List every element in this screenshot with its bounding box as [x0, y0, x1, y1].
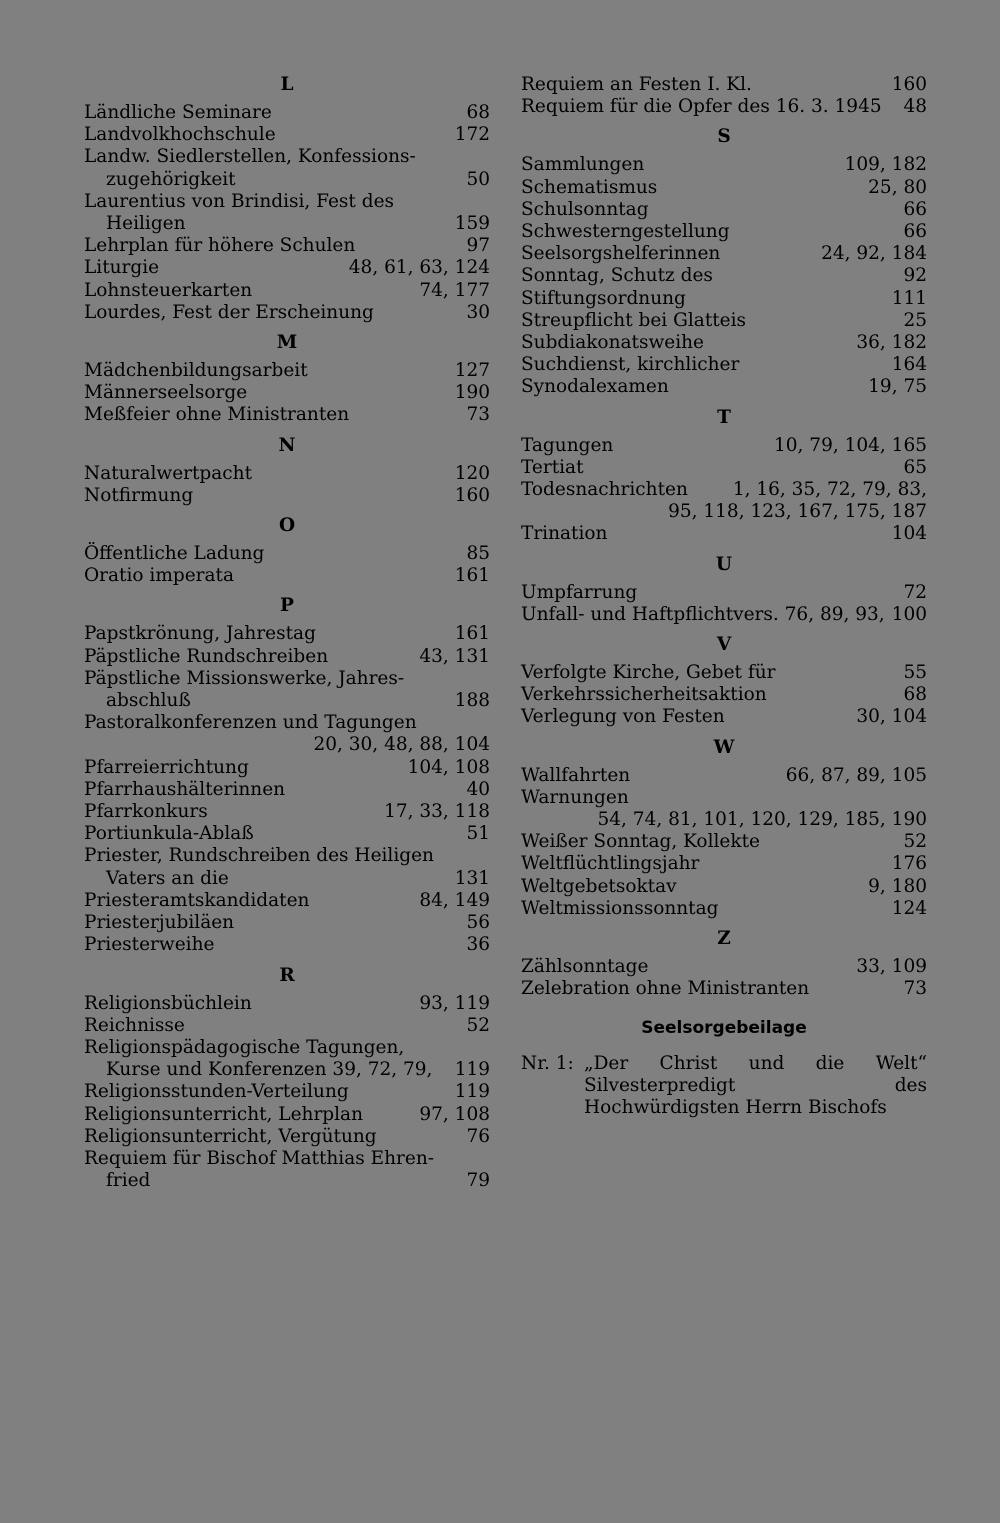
index-entry	[84, 890, 490, 912]
entry-term-continued	[84, 1170, 490, 1192]
entry-term: Stiftungsordnung	[521, 287, 686, 309]
index-entry	[521, 376, 927, 398]
entry-term-continued-text: abschluß	[106, 690, 191, 712]
entry-pages: 160	[454, 484, 490, 506]
index-entry	[84, 257, 490, 279]
entry-pages: 119	[454, 1059, 490, 1081]
entry-pages: 164	[891, 354, 927, 376]
entry-pages: 120	[454, 462, 490, 484]
index-entry	[521, 479, 927, 523]
entry-pages: 104, 108	[407, 756, 490, 778]
index-entry	[84, 934, 490, 956]
entry-pages: 159	[454, 213, 490, 235]
entry-term: Laurentius von Brindisi, Fest des	[84, 190, 395, 212]
index-entry	[84, 1015, 490, 1037]
entry-pages: 43, 131	[419, 645, 490, 667]
index-entry	[84, 712, 490, 756]
index-entry	[521, 787, 927, 831]
entry-pages: 111	[891, 287, 927, 309]
section-letter: W	[713, 736, 735, 758]
entry-term: Lourdes, Fest der Erscheinung	[84, 301, 374, 323]
entry-pages: 51	[466, 823, 490, 845]
entry-term: Reichnisse	[84, 1014, 185, 1036]
section-letter: R	[279, 964, 295, 986]
entry-pages-continued: 54, 74, 81, 101, 120, 129, 185, 190	[597, 809, 927, 831]
index-entry	[84, 463, 490, 485]
index-entry	[521, 978, 927, 1000]
index-entry	[521, 956, 927, 978]
index-entry	[84, 668, 490, 712]
entry-pages: 36	[466, 934, 490, 956]
index-entry	[521, 876, 927, 898]
index-entry	[84, 993, 490, 1015]
entry-pages: 1, 16, 35, 72, 79, 83,	[732, 479, 927, 501]
entry-pages: 124	[891, 897, 927, 919]
index-column-right-entries	[521, 74, 927, 1001]
entry-term: Ländliche Seminare	[84, 102, 272, 123]
entry-pages: 33, 109	[856, 956, 927, 978]
index-entry	[521, 265, 927, 287]
entry-term: Wallfahrten	[521, 764, 631, 786]
entry-term: Naturalwertpacht	[84, 462, 252, 484]
section-letter: S	[717, 126, 731, 148]
entry-term: Weißer Sonntag, Kollekte	[521, 831, 760, 853]
index-entry	[84, 1148, 490, 1192]
index-entry	[84, 1037, 490, 1081]
entry-term: Oratio imperata	[84, 565, 234, 587]
entry-pages: 172	[454, 124, 490, 146]
entry-term: Zählsonntage	[521, 956, 649, 978]
entry-pages: 97, 108	[419, 1103, 490, 1125]
supplement-title: Seelsorgebeilage	[641, 1017, 807, 1038]
entry-pages: 92	[903, 265, 927, 287]
index-column-left	[84, 74, 490, 1192]
index-entry	[521, 853, 927, 875]
supplement-number: Nr. 1:	[521, 1052, 574, 1074]
entry-term: Suchdienst, kirchlicher	[521, 354, 740, 376]
entry-term: Pfarreierrichtung	[84, 756, 249, 778]
entry-pages: 190	[454, 382, 490, 404]
section-letter: T	[717, 406, 731, 428]
entry-term: Trination	[521, 523, 608, 545]
index-entry	[521, 199, 927, 221]
entry-pages: 79	[466, 1170, 490, 1192]
entry-pages: 55	[903, 662, 927, 684]
entry-term: Weltflüchtlingsjahr	[521, 853, 700, 875]
supplement-text: „Der Christ und die Welt“ Silvesterpredigt des Hochwürdigsten Herrn Bischofs	[584, 1052, 927, 1119]
entry-term: Umpfarrung	[521, 581, 638, 603]
entry-pages: 66, 87, 89, 105	[785, 764, 927, 786]
index-entry	[84, 404, 490, 426]
index-entry	[84, 565, 490, 587]
entry-term: Liturgie	[84, 257, 160, 279]
entry-term-continued	[84, 868, 490, 890]
index-entry	[84, 823, 490, 845]
entry-term: Notfirmung	[84, 484, 194, 506]
entry-pages: 48	[903, 96, 927, 118]
entry-pages: 76	[466, 1125, 490, 1147]
entry-term: Pastoralkonferenzen und Tagungen	[84, 712, 417, 734]
entry-pages: 119	[454, 1081, 490, 1103]
entry-term: Weltgebetsoktav	[521, 875, 677, 897]
index-entry	[84, 1104, 490, 1126]
entry-term: Papstkrönung, Jahrestag	[84, 623, 316, 645]
index-entry	[84, 1081, 490, 1103]
index-entry	[521, 288, 927, 310]
section-letter: U	[715, 553, 733, 575]
entry-pages: 97	[466, 235, 490, 257]
entry-pages: 68	[903, 684, 927, 706]
index-entry	[84, 543, 490, 565]
entry-pages: 65	[903, 456, 927, 478]
entry-pages: 72	[903, 581, 927, 603]
index-entry	[84, 801, 490, 823]
entry-pages-continued: 95, 118, 123, 167, 175, 187	[668, 501, 927, 523]
entry-pages: 104	[891, 523, 927, 545]
entry-term: Unfall- und Haftpflichtvers. 76, 89, 93,	[521, 603, 885, 625]
entry-pages: 66	[903, 221, 927, 243]
entry-term-continued-text: Heiligen	[106, 213, 186, 235]
entry-term: Lohnsteuerkarten	[84, 279, 253, 301]
entry-term-continued	[84, 169, 490, 191]
entry-pages: 36, 182	[856, 332, 927, 354]
entry-term-continued	[84, 213, 490, 235]
entry-term: Mädchenbildungsarbeit	[84, 360, 308, 382]
entry-pages: 93, 119	[419, 992, 490, 1014]
entry-term-continued-text: fried	[106, 1170, 151, 1192]
index-entry	[84, 845, 490, 889]
entry-pages: 66	[903, 198, 927, 220]
entry-pages-continued: 20, 30, 48, 88, 104	[313, 734, 490, 756]
entry-term: Verfolgte Kirche, Gebet für	[521, 662, 776, 684]
index-entry	[521, 310, 927, 332]
index-entry	[84, 646, 490, 668]
section-letter: V	[716, 634, 732, 656]
index-entry	[84, 1126, 490, 1148]
entry-pages: 100	[891, 603, 927, 625]
entry-pages: 84, 149	[419, 889, 490, 911]
entry-term: Priester, Rundschreiben des Heiligen	[84, 845, 434, 867]
entry-term: Tagungen	[521, 434, 614, 456]
entry-term: Religionsstunden-Verteilung	[84, 1081, 349, 1103]
index-entry	[84, 779, 490, 801]
index-entry	[84, 302, 490, 324]
entry-term: Verlegung von Festen	[521, 706, 725, 728]
index-entry	[84, 382, 490, 404]
index-entry	[84, 191, 490, 235]
entry-term: Weltmissionssonntag	[521, 897, 719, 919]
entry-pages: 73	[466, 404, 490, 426]
entry-term: Zelebration ohne Ministranten	[521, 978, 810, 1000]
entry-pages: 109, 182	[844, 154, 927, 176]
entry-pages: 30, 104	[856, 706, 927, 728]
entry-pages: 17, 33, 118	[384, 801, 490, 823]
section-letter: O	[278, 515, 296, 537]
index-entry	[84, 360, 490, 382]
entry-term: Päpstliche Missionswerke, Jahres-	[84, 667, 405, 689]
entry-term-continued-text: Kurse und Konferenzen 39, 72, 79,	[106, 1059, 433, 1081]
entry-term-continued-text: Vaters an die	[106, 867, 229, 889]
index-entry	[521, 177, 927, 199]
entry-term: Öffentliche Ladung	[84, 543, 265, 565]
index-entry	[521, 457, 927, 479]
entry-pages: 131	[454, 867, 490, 889]
section-letter: P	[280, 595, 294, 617]
index-entry	[84, 757, 490, 779]
index-entry	[521, 662, 927, 684]
index-entry	[521, 332, 927, 354]
supplement-entry	[521, 1053, 927, 1120]
entry-pages: 40	[466, 778, 490, 800]
entry-term: Verkehrssicherheitsaktion	[521, 684, 767, 706]
entry-term: Priesteramtskandidaten	[84, 889, 310, 911]
index-entry	[84, 146, 490, 190]
entry-term-continued	[84, 1059, 490, 1081]
index-entry	[521, 96, 927, 118]
index-entry	[84, 235, 490, 257]
index-entry	[521, 831, 927, 853]
entry-term-continued	[84, 690, 490, 712]
index-entry	[521, 154, 927, 176]
entry-pages: 56	[466, 912, 490, 934]
entry-pages: 188	[454, 690, 490, 712]
entry-pages: 161	[454, 565, 490, 587]
entry-term: Lehrplan für höhere Schulen	[84, 235, 356, 257]
entry-term: Religionsbüchlein	[84, 992, 252, 1014]
entry-pages: 160	[891, 74, 927, 95]
entry-pages: 48, 61, 63, 124	[348, 257, 490, 279]
entry-term: Sonntag, Schutz des	[521, 265, 713, 287]
entry-term: Subdiakonatsweihe	[521, 332, 705, 354]
section-letter: M	[276, 332, 298, 354]
entry-pages: 19, 75	[868, 376, 927, 398]
entry-term: Requiem an Festen I. Kl.	[521, 74, 752, 95]
entry-term: Portiunkula-Ablaß	[84, 823, 254, 845]
index-entry	[84, 102, 490, 124]
index-entry	[521, 435, 927, 457]
entry-term: Landw. Siedlerstellen, Konfessions-	[84, 146, 416, 168]
entry-term: Tertiat	[521, 456, 584, 478]
section-letter: L	[280, 74, 294, 95]
index-entry	[521, 523, 927, 545]
entry-term: Requiem für Bischof Matthias Ehren-	[84, 1147, 435, 1169]
entry-term: Sammlungen	[521, 154, 645, 176]
entry-term: Pfarrkonkurs	[84, 801, 208, 823]
entry-term: Synodalexamen	[521, 376, 669, 398]
index-entry	[84, 124, 490, 146]
index-entry	[521, 706, 927, 728]
entry-pages: 25, 80	[868, 176, 927, 198]
index-entry	[521, 898, 927, 920]
index-entry	[84, 280, 490, 302]
entry-term: Religionsunterricht, Vergütung	[84, 1125, 377, 1147]
index-entry	[521, 604, 927, 626]
entry-term: Requiem für die Opfer des 16. 3. 1945	[521, 96, 882, 118]
entry-pages: 24, 92, 184	[821, 243, 927, 265]
entry-pages: 30	[466, 301, 490, 323]
entry-pages: 25	[903, 309, 927, 331]
entry-pages: 9, 180	[868, 875, 927, 897]
entry-pages: 74, 177	[419, 279, 490, 301]
entry-term: Religionsunterricht, Lehrplan	[84, 1103, 363, 1125]
entry-term: Pfarrhaushälterinnen	[84, 778, 286, 800]
index-entry	[521, 221, 927, 243]
entry-pages: 73	[903, 978, 927, 1000]
entry-pages: 52	[903, 831, 927, 853]
entry-term: Schulsonntag	[521, 198, 649, 220]
index-column-right	[521, 74, 927, 1119]
entry-pages: 127	[454, 360, 490, 382]
entry-term: Männerseelsorge	[84, 382, 248, 404]
entry-pages: 68	[466, 102, 490, 123]
entry-term: Warnungen	[521, 786, 629, 808]
entry-term: Streupflicht bei Glatteis	[521, 309, 747, 331]
index-entry	[521, 243, 927, 265]
index-entry	[84, 485, 490, 507]
index-entry	[521, 684, 927, 706]
index-entry	[84, 912, 490, 934]
entry-term: Seelsorgshelferinnen	[521, 243, 721, 265]
entry-pages: 161	[454, 623, 490, 645]
entry-term: Schwesterngestellung	[521, 221, 730, 243]
index-entry	[521, 74, 927, 96]
entry-term: Priesterweihe	[84, 934, 215, 956]
section-letter: Z	[717, 928, 731, 950]
entry-pages: 50	[466, 168, 490, 190]
entry-pages: 85	[466, 543, 490, 565]
entry-term: Religionspädagogische Tagungen,	[84, 1036, 405, 1058]
index-entry	[521, 765, 927, 787]
index-entry	[84, 623, 490, 645]
entry-pages: 10, 79, 104, 165	[774, 434, 927, 456]
entry-term: Todesnachrichten	[521, 479, 688, 501]
entry-term: Meßfeier ohne Ministranten	[84, 404, 350, 426]
entry-term-continued-text: zugehörigkeit	[106, 168, 236, 190]
entry-term: Päpstliche Rundschreiben	[84, 645, 329, 667]
index-entry	[521, 582, 927, 604]
entry-term: Priesterjubiläen	[84, 912, 235, 934]
entry-term: Schematismus	[521, 176, 658, 198]
entry-pages: 176	[891, 853, 927, 875]
section-letter: N	[278, 434, 296, 456]
index-entry	[521, 354, 927, 376]
entry-term: Landvolkhochschule	[84, 124, 276, 146]
entry-pages: 52	[466, 1014, 490, 1036]
